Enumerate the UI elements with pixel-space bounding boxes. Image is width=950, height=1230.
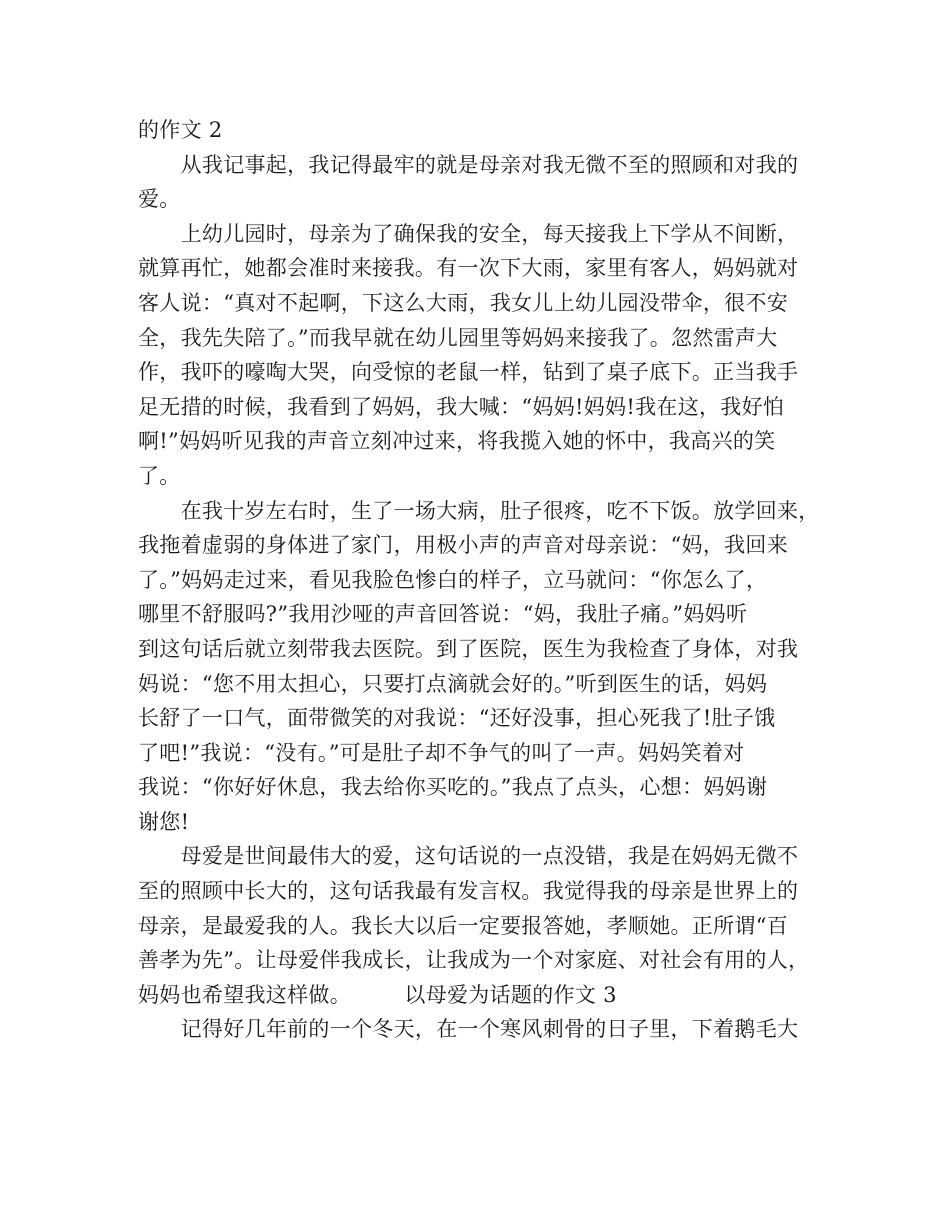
text-line: 爱。 — [138, 187, 181, 212]
text-line: 母亲，是最爱我的人。我长大以后一定要报答她，孝顺她。正所谓“百 — [138, 913, 789, 938]
text-line: 啊!”妈妈听见我的声音立刻冲过来，将我揽入她的怀中，我高兴的笑 — [138, 429, 776, 454]
text-line: 我说：“你好好休息，我去给你买吃的。”我点了点头，心想：妈妈谢 — [138, 775, 768, 800]
text-line: 我拖着虚弱的身体进了家门，用极小声的声音对母亲说：“妈，我回来 — [138, 533, 789, 558]
text-line: 到这句话后就立刻带我去医院。到了医院，医生为我检查了身体，对我 — [138, 636, 799, 661]
text-line: 至的照顾中长大的，这句话我最有发言权。我觉得我的母亲是世界上的 — [138, 879, 799, 904]
text-line: 就算再忙，她都会准时来接我。有一次下大雨，家里有客人，妈妈就对 — [138, 256, 799, 281]
text-line: 哪里不舒服吗?”我用沙哑的声音回答说：“妈，我肚子痛。”妈妈听 — [138, 602, 748, 627]
text-line: 妈说：“您不用太担心，只要打点滴就会好的。”听到医生的话，妈妈 — [138, 671, 768, 696]
text-line: 了吧!”我说：“没有。”可是肚子却不争气的叫了一声。妈妈笑着对 — [138, 740, 745, 765]
text-line: 上幼儿园时，母亲为了确保我的安全，每天接我上下学从不间断， — [138, 221, 799, 246]
text-line: 作，我吓的嚎啕大哭，向受惊的老鼠一样，钻到了桌子底下。正当我手 — [138, 360, 799, 385]
text-line: 善孝为先”。让母爱伴我成长，让我成为一个对家庭、对社会有用的人， — [138, 948, 810, 973]
text-line: 记得好几年前的一个冬天，在一个寒风刺骨的日子里，下着鹅毛大 — [138, 1017, 799, 1042]
text-line: 从我记事起，我记得最牢的就是母亲对我无微不至的照顾和对我的 — [138, 152, 799, 177]
essay-text — [138, 113, 828, 1047]
text-line: 足无措的时候，我看到了妈妈，我大喊：“妈妈!妈妈!我在这，我好怕 — [138, 394, 785, 419]
text-line: 客人说：“真对不起啊，下这么大雨，我女儿上幼儿园没带伞，很不安 — [138, 290, 789, 315]
text-line: 全，我先失陪了。”而我早就在幼儿园里等妈妈来接我了。忽然雷声大 — [138, 325, 778, 350]
text-line: 的作文 2 — [138, 118, 223, 142]
text-line: 妈妈也希望我这样做。 以母爱为话题的作文 3 — [138, 982, 617, 1007]
text-line: 了。”妈妈走过来，看见我脸色惨白的样子，立马就问：“你怎么了， — [138, 567, 768, 592]
text-line: 母爱是世间最伟大的爱，这句话说的一点没错，我是在妈妈无微不 — [138, 844, 799, 869]
text-line: 长舒了一口气，面带微笑的对我说：“还好没事，担心死我了!肚子饿 — [138, 706, 776, 731]
text-line: 了。 — [138, 463, 181, 488]
text-line: 谢您! — [138, 809, 190, 834]
text-line: 在我十岁左右时，生了一场大病，肚子很疼，吃不下饭。放学回来， — [138, 498, 820, 523]
